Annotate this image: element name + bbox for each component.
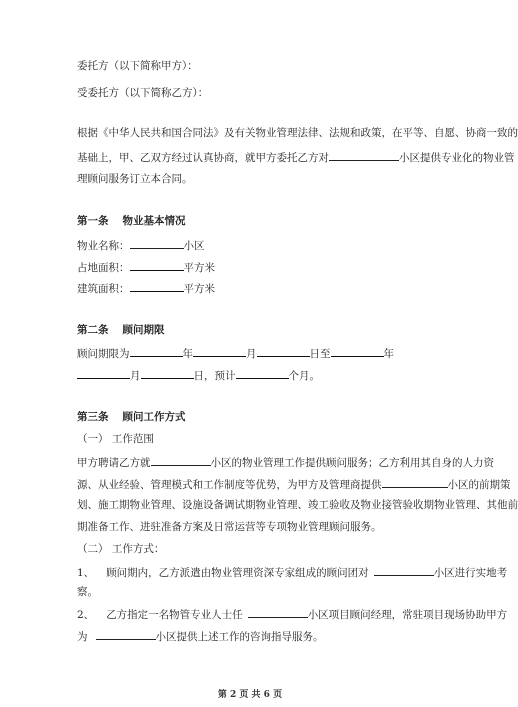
method-item-2-number: 2、 [77, 609, 95, 621]
method-item-1-number: 1、 [77, 567, 95, 579]
method-item-1-line-1 [77, 564, 507, 580]
scope-line-2-text-b: 小区的前期策 [447, 479, 511, 491]
method-heading: （二） 工作方式： [77, 543, 165, 555]
intro-line-2-text-b: 小区提供专业化的物业管 [399, 152, 515, 164]
building-area-label: 建筑面积： [77, 283, 130, 295]
term-start-year-blank [130, 345, 183, 357]
term-start-day-blank [257, 345, 310, 357]
building-area-blank [130, 280, 184, 292]
article-1-title: 物业基本情况 [122, 215, 186, 227]
building-area-line [77, 280, 215, 296]
scope-line-1 [77, 454, 494, 470]
scope-line-1-text-a: 甲方聘请乙方就 [77, 457, 151, 469]
term-line-1 [77, 345, 394, 361]
scope-line-1-text-b: 小区的物业管理工作提供顾问服务；乙方利用其自身的人力资 [210, 457, 494, 469]
term-start-month-blank [193, 345, 246, 357]
term-month2-label: 月 [130, 370, 141, 382]
method-item-1-blank [374, 564, 434, 576]
term-month-label: 月 [246, 348, 257, 360]
article-3-number: 第三条 [77, 411, 109, 423]
method-item-1-text-a: 顾问期内，乙方派遣由物业管理资深专家组成的顾问团对 [106, 567, 369, 579]
scope-blank-2 [382, 476, 448, 488]
party-a-line: 委托方（以下简称甲方）： [77, 60, 198, 72]
term-end-month-blank [77, 367, 130, 379]
method-item-2-blank-2 [96, 628, 156, 640]
term-prefix: 顾问期限为 [77, 348, 130, 360]
property-name-blank [130, 237, 184, 249]
term-months-blank [236, 367, 289, 379]
land-area-line [77, 259, 215, 275]
land-area-label: 占地面积： [77, 262, 130, 274]
term-day-est-label: 日，预计 [193, 370, 236, 382]
method-item-2-text-a: 乙方指定一名物管专业人士任 [106, 609, 243, 621]
article-1-heading [77, 214, 186, 228]
term-end-day-blank [141, 367, 194, 379]
term-end-year-blank [331, 345, 384, 357]
article-3-title: 顾问工作方式 [122, 411, 186, 423]
method-item-2-blank-1 [248, 606, 308, 618]
scope-heading: （一） 工作范围 [77, 433, 154, 445]
method-item-2-text-b: 小区项目顾问经理，常驻项目现场协助甲方 [307, 609, 508, 621]
article-2-title: 顾问期限 [122, 324, 165, 336]
method-item-2-text-d: 小区提供上述工作的咨询指导服务。 [155, 631, 324, 643]
intro-line-3: 理顾问服务订立本合同。 [77, 173, 193, 185]
article-2-heading [77, 323, 165, 337]
term-line-2 [77, 367, 320, 383]
scope-line-3: 划、施工期物业管理、设施设备调试期物业管理、竣工验收及物业接管验收期物业管理、其他前 [77, 499, 518, 511]
land-area-blank [130, 259, 184, 271]
scope-line-2-text-a: 源、从业经验、管理模式和工作制度等优势，为甲方及管理商提供 [77, 479, 382, 491]
intro-line-2-text-a: 基础上，甲、乙双方经过认真协商，就甲方委托乙方对 [77, 152, 329, 164]
term-months-label: 个月。 [288, 370, 320, 382]
article-3-heading [77, 410, 186, 424]
method-item-1-text-b: 小区进行实地考 [433, 567, 508, 579]
scope-line-2 [77, 476, 511, 492]
intro-line-2 [77, 149, 515, 165]
intro-blank-community [329, 149, 399, 161]
building-area-unit: 平方米 [183, 283, 215, 295]
method-item-2-text-c: 为 [77, 631, 88, 643]
article-1-number: 第一条 [77, 215, 109, 227]
property-name-line [77, 237, 205, 253]
article-2-number: 第二条 [77, 324, 109, 336]
term-day-to-label: 日至 [309, 348, 331, 360]
method-item-2-line-2 [77, 628, 324, 644]
intro-line-1: 根据《中华人民共和国合同法》及有关物业管理法律、法规和政策，在平等、自愿、协商一致的 [77, 127, 518, 139]
method-item-2-line-1 [77, 606, 507, 622]
party-b-line: 受委托方（以下简称乙方）： [77, 87, 209, 99]
page-footer: 第 2 页 共 6 页 [217, 690, 283, 700]
scope-blank-1 [151, 454, 211, 466]
term-year2-label: 年 [383, 348, 394, 360]
land-area-unit: 平方米 [183, 262, 215, 274]
term-year-label: 年 [182, 348, 193, 360]
property-name-suffix: 小区 [183, 240, 205, 252]
scope-line-4: 期准备工作、进驻准备方案及日常运营等专项物业管理顾问服务。 [77, 521, 382, 533]
method-item-1-line-2: 察。 [77, 586, 98, 598]
property-name-label: 物业名称： [77, 240, 130, 252]
